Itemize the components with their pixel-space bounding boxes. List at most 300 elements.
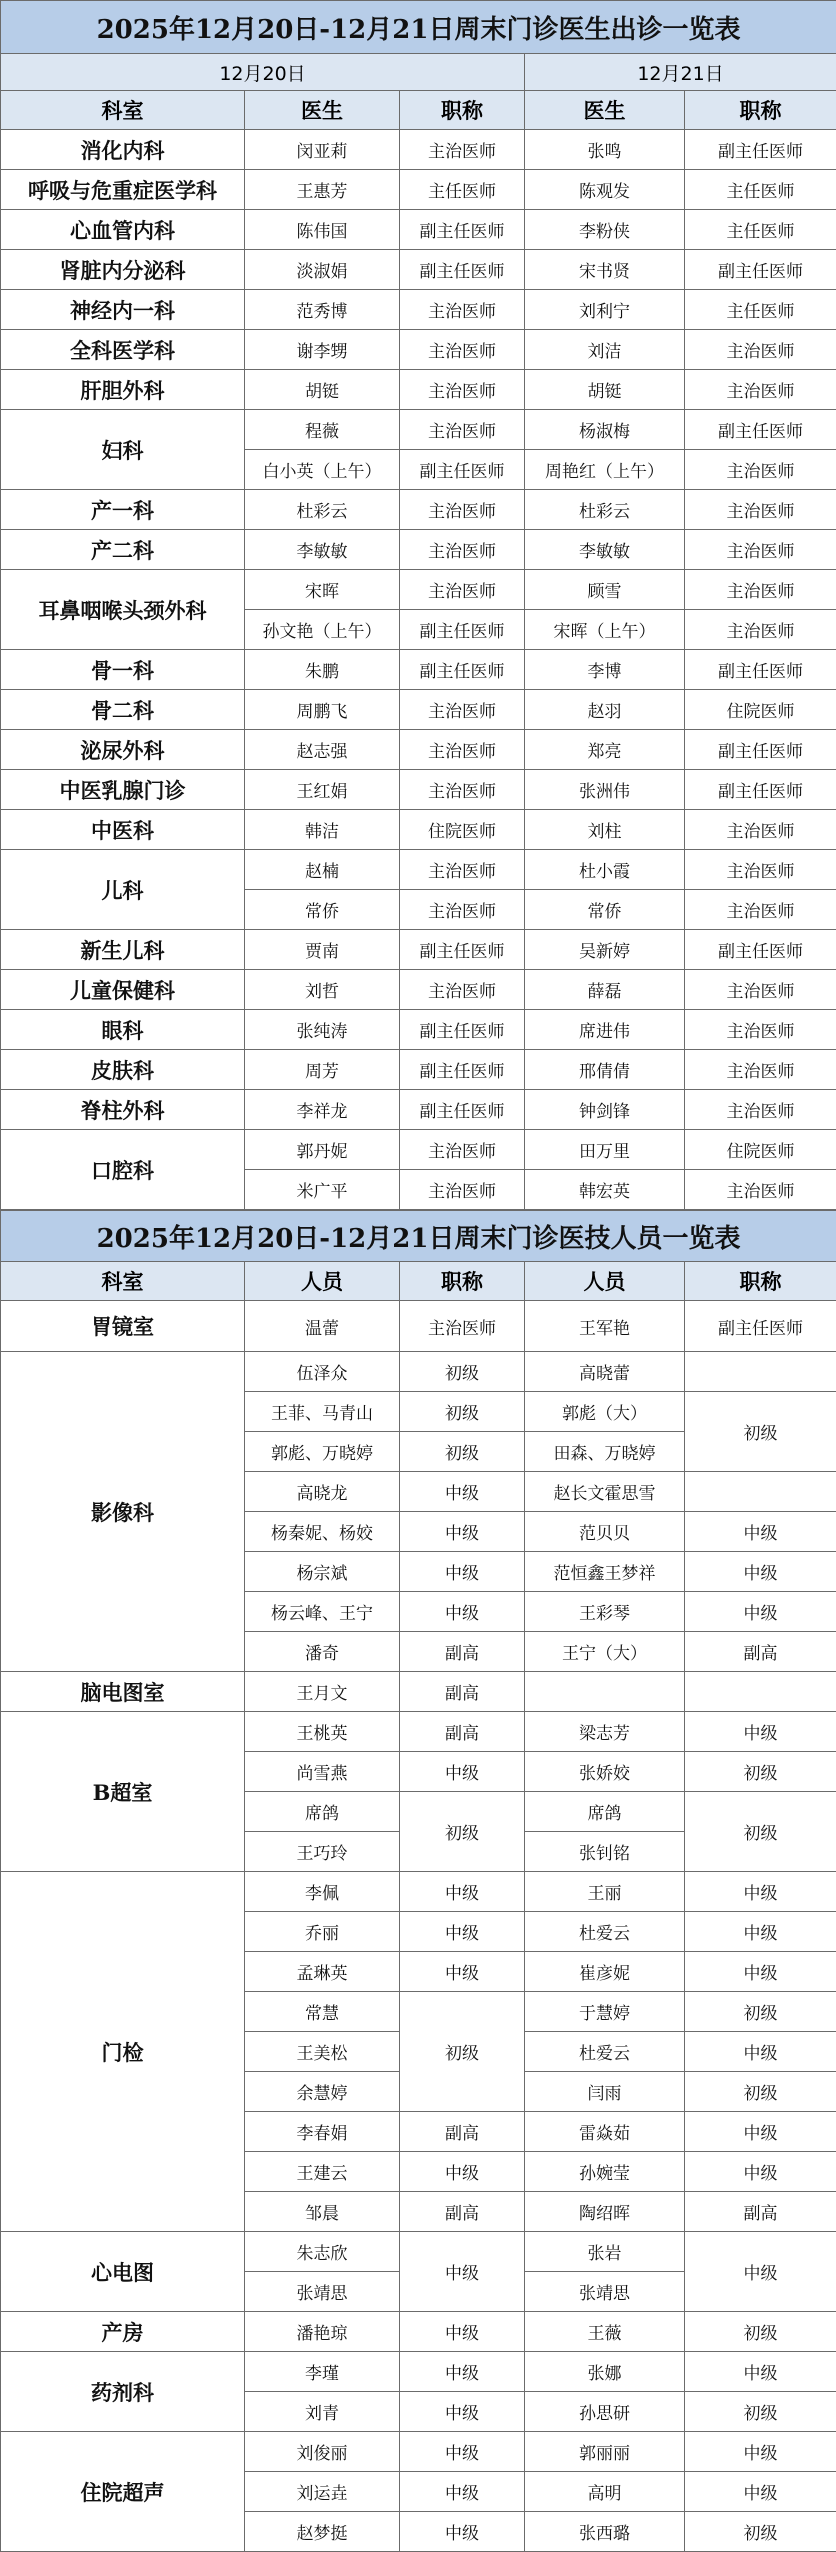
doctor-day1-cell: 周芳 (245, 1050, 400, 1090)
title-day1-cell: 中级 (400, 1472, 525, 1512)
table-row (1, 490, 836, 530)
title-day2-cell: 副主任医师 (685, 410, 836, 450)
table-row (1, 2432, 836, 2472)
person-day2-cell: 席鸽 (525, 1792, 685, 1832)
technician-table-title: 2025年12月20日-12月21日周末门诊医技人员一览表 (1, 1211, 836, 1262)
title-day1-cell: 中级 (400, 2432, 525, 2472)
person-day1-cell: 张靖思 (245, 2272, 400, 2312)
col-header-title-day1: 职称 (400, 91, 525, 130)
doctor-day1-cell: 王惠芳 (245, 170, 400, 210)
title-day2-cell: 主治医师 (685, 1050, 836, 1090)
person-day2-cell: 范贝贝 (525, 1512, 685, 1552)
table-row (1, 2352, 836, 2392)
title-day2-cell: 副主任医师 (685, 650, 836, 690)
table-row (1, 330, 836, 370)
dept-cell: 儿科 (1, 850, 245, 930)
title-day2-cell: 副主任医师 (685, 1301, 836, 1352)
title-day2-cell: 主治医师 (685, 450, 836, 490)
title-day2-cell: 主治医师 (685, 570, 836, 610)
person-day2-cell: 王彩琴 (525, 1592, 685, 1632)
person-day1-cell: 刘青 (245, 2392, 400, 2432)
doctor-day2-cell: 刘柱 (525, 810, 685, 850)
doctor-day2-cell: 宋书贤 (525, 250, 685, 290)
tech-col-header-title-day2: 职称 (685, 1262, 836, 1301)
title-day2-cell: 主任医师 (685, 290, 836, 330)
person-day1-cell: 乔丽 (245, 1912, 400, 1952)
title-day1-cell: 主治医师 (400, 130, 525, 170)
doctor-day2-cell: 杜小霞 (525, 850, 685, 890)
title-day2-cell: 主治医师 (685, 330, 836, 370)
title-day2-cell: 住院医师 (685, 690, 836, 730)
title-day2-cell: 主治医师 (685, 810, 836, 850)
dept-cell: 新生儿科 (1, 930, 245, 970)
title-day1-cell: 副高 (400, 2112, 525, 2152)
doctor-day2-cell: 吴新婷 (525, 930, 685, 970)
person-day1-cell: 王建云 (245, 2152, 400, 2192)
tech-col-header-dept: 科室 (1, 1262, 245, 1301)
title-day1-cell: 主治医师 (400, 370, 525, 410)
person-day2-cell: 孙思研 (525, 2392, 685, 2432)
dept-cell: 妇科 (1, 410, 245, 490)
dept-cell: 脊柱外科 (1, 1090, 245, 1130)
person-day1-cell: 王桃英 (245, 1712, 400, 1752)
person-day1-cell: 李春娟 (245, 2112, 400, 2152)
title-day2-cell: 中级 (685, 1872, 836, 1912)
title-day1-cell: 副高 (400, 2192, 525, 2232)
person-day2-cell: 张娇姣 (525, 1752, 685, 1792)
title-day2-cell: 中级 (685, 1712, 836, 1752)
doctor-day2-cell: 张洲伟 (525, 770, 685, 810)
title-day1-cell: 副高 (400, 1632, 525, 1672)
person-day1-cell: 赵梦挺 (245, 2512, 400, 2552)
title-day2-cell: 主治医师 (685, 530, 836, 570)
person-day1-cell: 高晓龙 (245, 1472, 400, 1512)
doctor-day1-cell: 陈伟国 (245, 210, 400, 250)
title-day1-cell: 主治医师 (400, 970, 525, 1010)
title-day2-cell: 主治医师 (685, 610, 836, 650)
table-row (1, 250, 836, 290)
title-day1-cell: 中级 (400, 2152, 525, 2192)
title-day2-cell: 初级 (685, 1752, 836, 1792)
dept-cell: 胃镜室 (1, 1301, 245, 1352)
person-day2-cell: 陶绍晖 (525, 2192, 685, 2232)
title-day1-cell: 主治医师 (400, 570, 525, 610)
person-day2-cell: 田森、万晓婷 (525, 1432, 685, 1472)
dept-cell: 药剂科 (1, 2352, 245, 2432)
dept-cell: 产一科 (1, 490, 245, 530)
doctor-day1-cell: 李祥龙 (245, 1090, 400, 1130)
dept-cell: 门检 (1, 1872, 245, 2232)
doctor-day1-cell: 韩洁 (245, 810, 400, 850)
title-day1-cell: 初级 (400, 1392, 525, 1432)
dept-cell: 中医乳腺门诊 (1, 770, 245, 810)
table-row (1, 370, 836, 410)
person-day1-cell: 王月文 (245, 1672, 400, 1712)
doctor-day2-cell: 张鸣 (525, 130, 685, 170)
title-day2-cell: 中级 (685, 2032, 836, 2072)
date-header-day1: 12月20日 (1, 54, 525, 91)
table-row (1, 730, 836, 770)
dept-cell: 骨一科 (1, 650, 245, 690)
doctor-day2-cell: 田万里 (525, 1130, 685, 1170)
person-day1-cell: 刘运垚 (245, 2472, 400, 2512)
doctor-day2-cell: 薛磊 (525, 970, 685, 1010)
person-day1-cell: 郭彪、万晓婷 (245, 1432, 400, 1472)
doctor-day1-cell: 郭丹妮 (245, 1130, 400, 1170)
title-day2-cell: 初级 (685, 1392, 836, 1472)
title-day2-cell: 初级 (685, 1792, 836, 1872)
person-day2-cell: 王军艳 (525, 1301, 685, 1352)
title-day2-cell: 中级 (685, 2352, 836, 2392)
title-day2-cell: 中级 (685, 1592, 836, 1632)
title-day2-cell: 中级 (685, 2112, 836, 2152)
title-day1-cell: 中级 (400, 2472, 525, 2512)
title-day1-cell: 中级 (400, 2312, 525, 2352)
person-day2-cell: 张岩 (525, 2232, 685, 2272)
doctor-day2-cell: 席进伟 (525, 1010, 685, 1050)
person-day2-cell: 孙婉莹 (525, 2152, 685, 2192)
person-day2-cell: 杜爱云 (525, 1912, 685, 1952)
title-day1-cell: 中级 (400, 1752, 525, 1792)
title-day1-cell: 中级 (400, 2392, 525, 2432)
person-day1-cell: 李瑾 (245, 2352, 400, 2392)
table-row (1, 1672, 836, 1712)
title-day1-cell: 主治医师 (400, 530, 525, 570)
table-row (1, 850, 836, 890)
title-day2-cell: 中级 (685, 1552, 836, 1592)
col-header-title-day2: 职称 (685, 91, 836, 130)
doctor-day2-cell: 杨淑梅 (525, 410, 685, 450)
title-day2-cell: 主治医师 (685, 890, 836, 930)
table-row (1, 2312, 836, 2352)
dept-cell: 产房 (1, 2312, 245, 2352)
title-day1-cell: 副主任医师 (400, 250, 525, 290)
title-day1-cell: 主治医师 (400, 850, 525, 890)
person-day1-cell: 常慧 (245, 1992, 400, 2032)
dept-cell: 脑电图室 (1, 1672, 245, 1712)
doctor-day1-cell: 范秀博 (245, 290, 400, 330)
table-row (1, 650, 836, 690)
title-day1-cell: 副高 (400, 1712, 525, 1752)
person-day2-cell: 张靖思 (525, 2272, 685, 2312)
person-day1-cell: 王巧玲 (245, 1832, 400, 1872)
title-day1-cell: 副主任医师 (400, 1050, 525, 1090)
title-day2-cell: 副主任医师 (685, 730, 836, 770)
doctor-day1-cell: 谢李甥 (245, 330, 400, 370)
doctor-day1-cell: 闵亚莉 (245, 130, 400, 170)
doctor-day1-cell: 朱鹏 (245, 650, 400, 690)
dept-cell: 消化内科 (1, 130, 245, 170)
dept-cell: 肝胆外科 (1, 370, 245, 410)
title-day1-cell: 中级 (400, 1592, 525, 1632)
title-day1-cell: 副主任医师 (400, 210, 525, 250)
table-row (1, 1872, 836, 1912)
doctor-day1-cell: 杜彩云 (245, 490, 400, 530)
person-day1-cell: 席鸽 (245, 1792, 400, 1832)
doctor-day1-cell: 程薇 (245, 410, 400, 450)
title-day1-cell: 副高 (400, 1672, 525, 1712)
title-day1-cell: 副主任医师 (400, 610, 525, 650)
person-day1-cell: 王美松 (245, 2032, 400, 2072)
doctor-day2-cell: 宋晖（上午） (525, 610, 685, 650)
title-day2-cell: 初级 (685, 2072, 836, 2112)
doctor-day2-cell: 刘利宁 (525, 290, 685, 330)
doctor-day2-cell: 李粉侠 (525, 210, 685, 250)
doctor-day1-cell: 赵志强 (245, 730, 400, 770)
doctor-day1-cell: 白小英（上午） (245, 450, 400, 490)
table-row (1, 130, 836, 170)
person-day1-cell: 杨宗斌 (245, 1552, 400, 1592)
table-row (1, 1010, 836, 1050)
title-day1-cell: 副主任医师 (400, 1090, 525, 1130)
dept-cell: 住院超声 (1, 2432, 245, 2552)
dept-cell: B超室 (1, 1712, 245, 1872)
title-day2-cell: 住院医师 (685, 1130, 836, 1170)
doctor-day1-cell: 淡淑娟 (245, 250, 400, 290)
title-day1-cell: 副主任医师 (400, 1010, 525, 1050)
dept-cell: 心血管内科 (1, 210, 245, 250)
title-day2-cell: 初级 (685, 2512, 836, 2552)
person-day2-cell: 雷焱茹 (525, 2112, 685, 2152)
title-day2-cell: 主治医师 (685, 970, 836, 1010)
doctor-day1-cell: 米广平 (245, 1170, 400, 1210)
title-day1-cell: 主治医师 (400, 770, 525, 810)
person-day1-cell: 尚雪燕 (245, 1752, 400, 1792)
title-day2-cell: 副主任医师 (685, 930, 836, 970)
doctor-day1-cell: 常侨 (245, 890, 400, 930)
col-header-dept: 科室 (1, 91, 245, 130)
table-row (1, 570, 836, 610)
title-day2-cell: 主治医师 (685, 490, 836, 530)
person-day2-cell: 王薇 (525, 2312, 685, 2352)
doctor-table-title: 2025年12月20日-12月21日周末门诊医生出诊一览表 (1, 1, 836, 54)
person-day1-cell: 杨云峰、王宁 (245, 1592, 400, 1632)
doctor-day1-cell: 张纯涛 (245, 1010, 400, 1050)
person-day1-cell: 潘艳琼 (245, 2312, 400, 2352)
person-day1-cell: 王菲、马青山 (245, 1392, 400, 1432)
title-day2-cell (685, 1672, 836, 1712)
person-day1-cell: 余慧婷 (245, 2072, 400, 2112)
doctor-day1-cell: 宋晖 (245, 570, 400, 610)
doctor-day1-cell: 周鹏飞 (245, 690, 400, 730)
dept-cell: 泌尿外科 (1, 730, 245, 770)
table-row (1, 1712, 836, 1752)
person-day2-cell: 郭彪（大） (525, 1392, 685, 1432)
doctor-day2-cell: 李博 (525, 650, 685, 690)
tech-col-header-person-day1: 人员 (245, 1262, 400, 1301)
dept-cell: 产二科 (1, 530, 245, 570)
title-day1-cell: 主治医师 (400, 330, 525, 370)
doctor-day2-cell: 韩宏英 (525, 1170, 685, 1210)
dept-cell: 中医科 (1, 810, 245, 850)
dept-cell: 眼科 (1, 1010, 245, 1050)
title-day2-cell: 中级 (685, 2432, 836, 2472)
title-day2-cell: 副高 (685, 1632, 836, 1672)
person-day1-cell: 伍泽众 (245, 1352, 400, 1392)
title-day1-cell: 初级 (400, 1792, 525, 1872)
title-day1-cell: 中级 (400, 1952, 525, 1992)
title-day2-cell (685, 1472, 836, 1512)
title-day1-cell: 主治医师 (400, 1301, 525, 1352)
dept-cell: 心电图 (1, 2232, 245, 2312)
table-row (1, 810, 836, 850)
person-day2-cell: 王宁（大） (525, 1632, 685, 1672)
person-day2-cell: 张钊铭 (525, 1832, 685, 1872)
title-day2-cell: 主任医师 (685, 170, 836, 210)
doctor-day1-cell: 贾南 (245, 930, 400, 970)
tech-col-header-person-day2: 人员 (525, 1262, 685, 1301)
doctor-day2-cell: 邢倩倩 (525, 1050, 685, 1090)
title-day1-cell: 主治医师 (400, 290, 525, 330)
title-day1-cell: 副主任医师 (400, 930, 525, 970)
doctor-schedule-table (0, 0, 836, 1210)
doctor-day1-cell: 孙文艳（上午） (245, 610, 400, 650)
title-day1-cell: 副主任医师 (400, 650, 525, 690)
title-day2-cell: 中级 (685, 2232, 836, 2312)
title-day1-cell: 初级 (400, 1992, 525, 2112)
table-row (1, 1301, 836, 1352)
title-day2-cell: 主治医师 (685, 370, 836, 410)
doctor-day2-cell: 周艳红（上午） (525, 450, 685, 490)
date-header-day2: 12月21日 (525, 54, 836, 91)
person-day2-cell: 张娜 (525, 2352, 685, 2392)
person-day1-cell: 温蕾 (245, 1301, 400, 1352)
title-day1-cell: 中级 (400, 2512, 525, 2552)
title-day2-cell: 中级 (685, 2152, 836, 2192)
title-day2-cell: 中级 (685, 1952, 836, 1992)
doctor-day2-cell: 常侨 (525, 890, 685, 930)
dept-cell: 口腔科 (1, 1130, 245, 1210)
title-day2-cell: 副主任医师 (685, 770, 836, 810)
table-row (1, 2232, 836, 2272)
title-day1-cell: 主治医师 (400, 730, 525, 770)
doctor-day2-cell: 钟剑锋 (525, 1090, 685, 1130)
title-day1-cell: 初级 (400, 1352, 525, 1392)
col-header-doctor-day2: 医生 (525, 91, 685, 130)
person-day1-cell: 朱志欣 (245, 2232, 400, 2272)
table-row (1, 1050, 836, 1090)
title-day2-cell: 副高 (685, 2192, 836, 2232)
person-day2-cell: 崔彦妮 (525, 1952, 685, 1992)
title-day1-cell: 中级 (400, 2232, 525, 2312)
table-row (1, 970, 836, 1010)
title-day1-cell: 中级 (400, 1872, 525, 1912)
table-row (1, 410, 836, 450)
doctor-day1-cell: 胡铤 (245, 370, 400, 410)
title-day2-cell (685, 1352, 836, 1392)
person-day2-cell: 高明 (525, 2472, 685, 2512)
title-day1-cell: 中级 (400, 2352, 525, 2392)
doctor-day1-cell: 李敏敏 (245, 530, 400, 570)
dept-cell: 皮肤科 (1, 1050, 245, 1090)
title-day1-cell: 主任医师 (400, 170, 525, 210)
title-day2-cell: 主治医师 (685, 850, 836, 890)
doctor-day2-cell: 郑亮 (525, 730, 685, 770)
person-day2-cell: 范恒鑫王梦祥 (525, 1552, 685, 1592)
table-row (1, 1090, 836, 1130)
title-day1-cell: 主治医师 (400, 1130, 525, 1170)
title-day1-cell: 中级 (400, 1552, 525, 1592)
person-day2-cell: 闫雨 (525, 2072, 685, 2112)
person-day2-cell: 梁志芳 (525, 1712, 685, 1752)
title-day1-cell: 主治医师 (400, 490, 525, 530)
title-day2-cell: 主治医师 (685, 1090, 836, 1130)
person-day2-cell: 王丽 (525, 1872, 685, 1912)
doctor-day2-cell: 刘洁 (525, 330, 685, 370)
title-day1-cell: 主治医师 (400, 690, 525, 730)
title-day1-cell: 主治医师 (400, 1170, 525, 1210)
tech-col-header-title-day1: 职称 (400, 1262, 525, 1301)
person-day1-cell: 杨秦妮、杨姣 (245, 1512, 400, 1552)
doctor-day2-cell: 赵羽 (525, 690, 685, 730)
dept-cell: 呼吸与危重症医学科 (1, 170, 245, 210)
dept-cell: 肾脏内分泌科 (1, 250, 245, 290)
technician-schedule-table (0, 1210, 836, 2552)
person-day2-cell: 郭丽丽 (525, 2432, 685, 2472)
table-row (1, 290, 836, 330)
title-day2-cell: 中级 (685, 2472, 836, 2512)
table-row (1, 530, 836, 570)
table-row (1, 690, 836, 730)
doctor-day2-cell: 陈观发 (525, 170, 685, 210)
table-row (1, 1130, 836, 1170)
person-day2-cell (525, 1672, 685, 1712)
person-day2-cell: 于慧婷 (525, 1992, 685, 2032)
title-day2-cell: 主治医师 (685, 1170, 836, 1210)
table-row (1, 210, 836, 250)
title-day2-cell: 副主任医师 (685, 250, 836, 290)
person-day2-cell: 张西璐 (525, 2512, 685, 2552)
title-day1-cell: 主治医师 (400, 890, 525, 930)
person-day1-cell: 李佩 (245, 1872, 400, 1912)
person-day1-cell: 孟琳英 (245, 1952, 400, 1992)
col-header-doctor-day1: 医生 (245, 91, 400, 130)
person-day1-cell: 邹晨 (245, 2192, 400, 2232)
table-row (1, 1352, 836, 1392)
doctor-day2-cell: 杜彩云 (525, 490, 685, 530)
title-day2-cell: 中级 (685, 1912, 836, 1952)
dept-cell: 耳鼻咽喉头颈外科 (1, 570, 245, 650)
title-day2-cell: 初级 (685, 2392, 836, 2432)
title-day1-cell: 初级 (400, 1432, 525, 1472)
title-day2-cell: 中级 (685, 1512, 836, 1552)
table-row (1, 930, 836, 970)
title-day2-cell: 初级 (685, 2312, 836, 2352)
title-day1-cell: 主治医师 (400, 410, 525, 450)
title-day1-cell: 副主任医师 (400, 450, 525, 490)
doctor-day1-cell: 王红娟 (245, 770, 400, 810)
title-day1-cell: 中级 (400, 1912, 525, 1952)
person-day1-cell: 潘奇 (245, 1632, 400, 1672)
doctor-day2-cell: 李敏敏 (525, 530, 685, 570)
doctor-day1-cell: 赵楠 (245, 850, 400, 890)
title-day2-cell: 副主任医师 (685, 130, 836, 170)
title-day1-cell: 中级 (400, 1512, 525, 1552)
doctor-day2-cell: 胡铤 (525, 370, 685, 410)
dept-cell: 骨二科 (1, 690, 245, 730)
table-row (1, 770, 836, 810)
dept-cell: 全科医学科 (1, 330, 245, 370)
doctor-day1-cell: 刘哲 (245, 970, 400, 1010)
person-day1-cell: 刘俊丽 (245, 2432, 400, 2472)
table-row (1, 170, 836, 210)
dept-cell: 影像科 (1, 1352, 245, 1672)
person-day2-cell: 杜爱云 (525, 2032, 685, 2072)
dept-cell: 儿童保健科 (1, 970, 245, 1010)
title-day2-cell: 初级 (685, 1992, 836, 2032)
person-day2-cell: 高晓蕾 (525, 1352, 685, 1392)
person-day2-cell: 赵长文霍思雪 (525, 1472, 685, 1512)
